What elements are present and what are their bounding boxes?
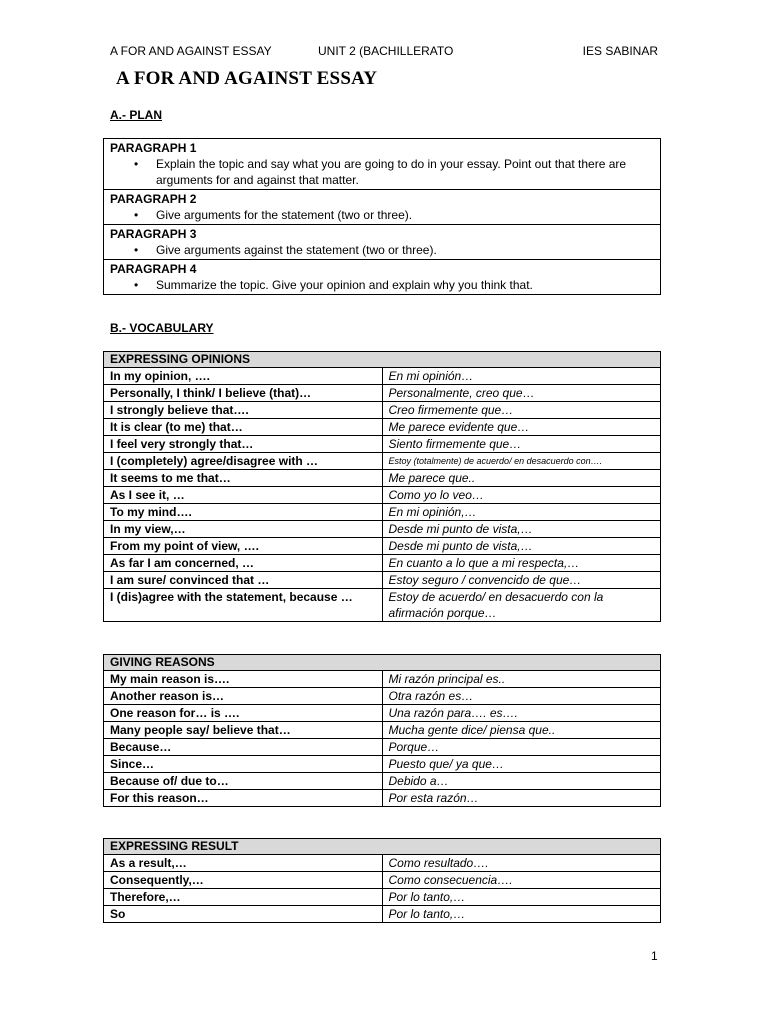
table-row	[104, 705, 661, 722]
english-phrase: I strongly believe that….	[104, 402, 383, 419]
table-row	[104, 773, 661, 790]
english-phrase: Because…	[104, 739, 383, 756]
plan-heading: A.- PLAN	[110, 108, 162, 122]
spanish-translation: Estoy (totalmente) de acuerdo/ en desacuerdo con….	[382, 453, 661, 470]
table-row	[104, 368, 661, 385]
english-phrase: Many people say/ believe that…	[104, 722, 383, 739]
table-row	[104, 790, 661, 807]
spanish-translation: Desde mi punto de vista,…	[382, 538, 661, 555]
table-row	[104, 521, 661, 538]
page-number: 1	[651, 949, 658, 963]
table-row	[104, 688, 661, 705]
plan-row	[104, 260, 661, 295]
plan-cell	[104, 225, 661, 260]
spanish-translation: Por lo tanto,…	[382, 889, 661, 906]
english-phrase: As a result,…	[104, 855, 383, 872]
english-phrase: In my opinion, ….	[104, 368, 383, 385]
document-title: A FOR AND AGAINST ESSAY	[116, 68, 378, 89]
english-phrase: Therefore,…	[104, 889, 383, 906]
spanish-translation: Como consecuencia….	[382, 872, 661, 889]
vocab-table-expressing-opinions	[103, 351, 661, 622]
spanish-translation: Como resultado….	[382, 855, 661, 872]
table-title: EXPRESSING RESULT	[104, 839, 661, 855]
spanish-translation: Por lo tanto,…	[382, 906, 661, 923]
spanish-translation: Siento firmemente que…	[382, 436, 661, 453]
spanish-translation: En mi opinión…	[382, 368, 661, 385]
plan-cell	[104, 139, 661, 190]
table-row	[104, 872, 661, 889]
header-document-type: A FOR AND AGAINST ESSAY	[110, 44, 272, 58]
english-phrase: I (completely) agree/disagree with …	[104, 453, 383, 470]
spanish-translation: Estoy seguro / convencido de que…	[382, 572, 661, 589]
spanish-translation: En mi opinión,…	[382, 504, 661, 521]
bullet-list	[110, 207, 654, 223]
bullet-item: • Give arguments against the statement (two or three).	[154, 242, 654, 258]
plan-row	[104, 190, 661, 225]
table-row	[104, 453, 661, 470]
table-row	[104, 722, 661, 739]
table-header-row	[104, 839, 661, 855]
english-phrase: Another reason is…	[104, 688, 383, 705]
table-row	[104, 385, 661, 402]
table-row	[104, 402, 661, 419]
spanish-translation: Creo firmemente que…	[382, 402, 661, 419]
spanish-translation: Debido a…	[382, 773, 661, 790]
english-phrase: As far I am concerned, …	[104, 555, 383, 572]
vocab-table-giving-reasons	[103, 654, 661, 807]
english-phrase: So	[104, 906, 383, 923]
table-row	[104, 906, 661, 923]
spanish-translation: Personalmente, creo que…	[382, 385, 661, 402]
vocab-table-expressing-result	[103, 838, 661, 923]
plan-table	[103, 138, 661, 295]
paragraph-title: PARAGRAPH 2	[110, 192, 197, 206]
plan-cell	[104, 260, 661, 295]
table-row	[104, 419, 661, 436]
english-phrase: I (dis)agree with the statement, because …	[104, 589, 383, 622]
spanish-translation: Por esta razón…	[382, 790, 661, 807]
table-row	[104, 572, 661, 589]
plan-row	[104, 225, 661, 260]
header-school: IES SABINAR	[582, 44, 658, 58]
english-phrase: I am sure/ convinced that …	[104, 572, 383, 589]
english-phrase: From my point of view, ….	[104, 538, 383, 555]
english-phrase: It is clear (to me) that…	[104, 419, 383, 436]
vocabulary-heading: B.- VOCABULARY	[110, 321, 214, 335]
english-phrase: Consequently,…	[104, 872, 383, 889]
spanish-translation: Como yo lo veo…	[382, 487, 661, 504]
spanish-translation: Mi razón principal es..	[382, 671, 661, 688]
bullet-list	[110, 242, 654, 258]
header-unit: UNIT 2 (BACHILLERATO	[318, 44, 454, 58]
paragraph-title: PARAGRAPH 4	[110, 262, 197, 276]
english-phrase: Because of/ due to…	[104, 773, 383, 790]
spanish-translation: Desde mi punto de vista,…	[382, 521, 661, 538]
spanish-translation: Mucha gente dice/ piensa que..	[382, 722, 661, 739]
table-row	[104, 504, 661, 521]
paragraph-title: PARAGRAPH 1	[110, 141, 197, 155]
english-phrase: It seems to me that…	[104, 470, 383, 487]
table-row	[104, 555, 661, 572]
spanish-translation: Estoy de acuerdo/ en desacuerdo con la afirmación porque…	[382, 589, 661, 622]
spanish-translation: En cuanto a lo que a mi respecta,…	[382, 555, 661, 572]
table-row	[104, 889, 661, 906]
table-header-row	[104, 655, 661, 671]
spanish-translation: Porque…	[382, 739, 661, 756]
bullet-list	[110, 277, 654, 293]
spanish-translation: Una razón para…. es….	[382, 705, 661, 722]
english-phrase: As I see it, …	[104, 487, 383, 504]
table-row	[104, 855, 661, 872]
bullet-item: • Explain the topic and say what you are going to do in your essay. Point out that there are arguments for and against that matter.	[154, 156, 654, 188]
table-header-row	[104, 352, 661, 368]
table-row	[104, 487, 661, 504]
spanish-translation: Me parece evidente que…	[382, 419, 661, 436]
english-phrase: One reason for… is ….	[104, 705, 383, 722]
table-row	[104, 436, 661, 453]
table-row	[104, 538, 661, 555]
spanish-translation: Puesto que/ ya que…	[382, 756, 661, 773]
english-phrase: My main reason is….	[104, 671, 383, 688]
running-header	[110, 44, 658, 60]
table-row	[104, 671, 661, 688]
english-phrase: In my view,…	[104, 521, 383, 538]
english-phrase: For this reason…	[104, 790, 383, 807]
spanish-translation: Otra razón es…	[382, 688, 661, 705]
bullet-item: • Give arguments for the statement (two or three).	[154, 207, 654, 223]
english-phrase: I feel very strongly that…	[104, 436, 383, 453]
table-title: EXPRESSING OPINIONS	[104, 352, 661, 368]
table-title: GIVING REASONS	[104, 655, 661, 671]
english-phrase: Personally, I think/ I believe (that)…	[104, 385, 383, 402]
paragraph-title: PARAGRAPH 3	[110, 227, 197, 241]
english-phrase: Since…	[104, 756, 383, 773]
table-row	[104, 756, 661, 773]
spanish-translation: Me parece que..	[382, 470, 661, 487]
table-row	[104, 470, 661, 487]
bullet-item: • Summarize the topic. Give your opinion and explain why you think that.	[154, 277, 654, 293]
table-row	[104, 739, 661, 756]
english-phrase: To my mind….	[104, 504, 383, 521]
bullet-list	[110, 156, 654, 188]
table-row	[104, 589, 661, 622]
plan-cell	[104, 190, 661, 225]
plan-row	[104, 139, 661, 190]
